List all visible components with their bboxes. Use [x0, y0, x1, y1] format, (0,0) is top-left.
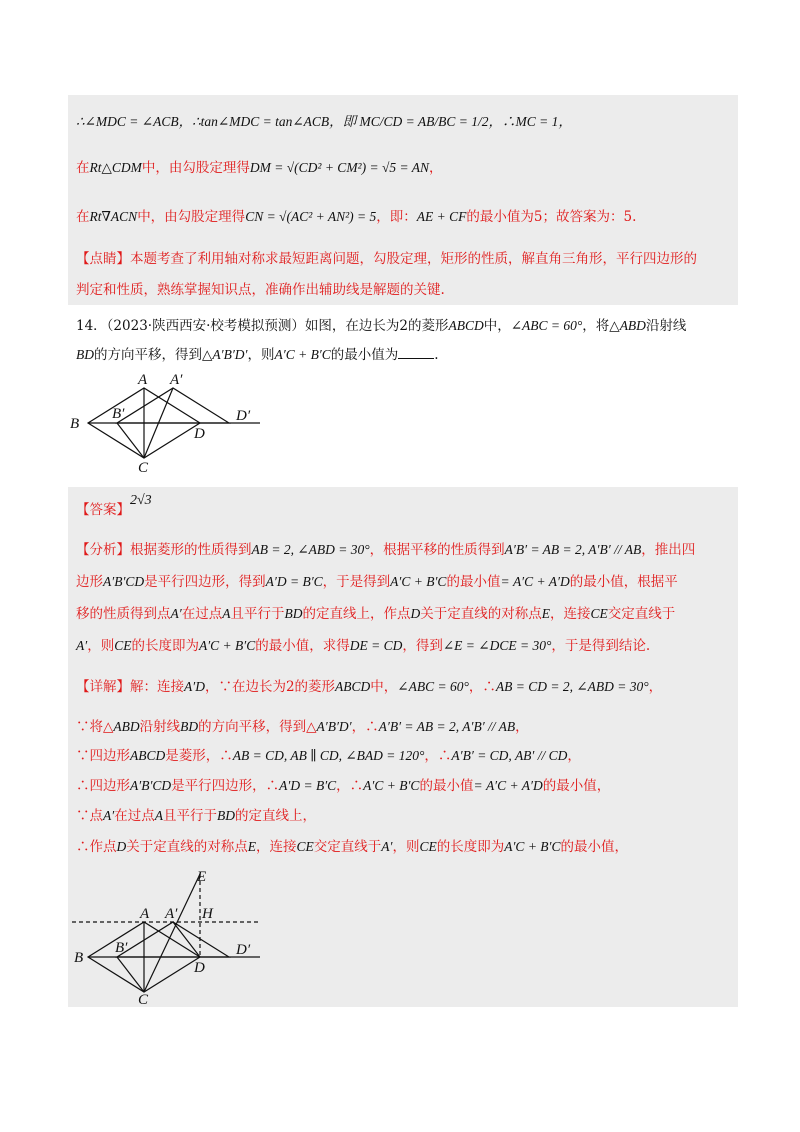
- math-expression: A′B′CD: [103, 574, 145, 589]
- label-d: D: [194, 960, 205, 976]
- label-c: C: [138, 992, 149, 1006]
- text: 沿射线: [139, 719, 181, 735]
- math-expression: AB = CD, AB ∥ CD, ∠BAD = 120°: [232, 748, 425, 763]
- text: 的最小值为5；故答案为：5.: [466, 209, 637, 225]
- math-expression: A′B′D′: [212, 347, 248, 362]
- math-expression: BD: [180, 719, 199, 734]
- math-expression: E: [247, 839, 256, 854]
- math-expression: CE: [590, 606, 608, 621]
- math-expression: A′C + B′C: [363, 778, 420, 793]
- text: 的定直线上，作点: [302, 606, 411, 622]
- label-a-prime: A′: [170, 372, 183, 388]
- text: 中，: [370, 679, 398, 695]
- text: ∴四边形: [76, 778, 130, 794]
- segment-b2c: [117, 423, 144, 458]
- text: ，则: [87, 638, 115, 654]
- label-a: A: [138, 372, 148, 388]
- text: 的最小值，: [560, 839, 629, 855]
- math-expression: DE = CD: [349, 638, 403, 653]
- text: ，即：: [376, 209, 417, 225]
- text: 且平行于: [162, 808, 217, 824]
- text: 在过点: [114, 808, 155, 824]
- text: ，根据平移的性质得到: [369, 542, 505, 558]
- text: ，连接: [256, 839, 297, 855]
- math-expression: A: [154, 808, 163, 823]
- math-expression: AB = CD = 2, ∠ABD = 30°: [495, 679, 649, 694]
- text: ，推出四: [641, 542, 696, 558]
- math-expression: A′B′D′: [316, 719, 352, 734]
- analysis-line: [76, 604, 675, 624]
- detail-line: [76, 746, 581, 766]
- text: 在: [76, 160, 90, 176]
- text: ，∴: [468, 679, 496, 695]
- text: ，: [567, 748, 581, 764]
- text: 的方向平移，得到△: [94, 347, 213, 363]
- segment-b2c: [117, 957, 144, 992]
- text: 的最小值为: [330, 347, 399, 363]
- text-line: [76, 158, 443, 178]
- text: 交定直线于: [313, 839, 382, 855]
- label-a: A: [140, 906, 150, 922]
- note-line: 【点睛】本题考查了利用轴对称求最短距离问题，勾股定理，矩形的性质，解直角三角形，平行四边形的: [76, 251, 697, 267]
- label-b: B: [70, 416, 80, 432]
- math-expression: BD: [284, 606, 303, 621]
- text: 的最小值，: [542, 778, 611, 794]
- math-expression: ∠ABC = 60°: [510, 318, 583, 333]
- text: 交定直线于: [607, 606, 676, 622]
- text: ，∴: [336, 778, 364, 794]
- answer-blank: [398, 344, 434, 359]
- math-expression: ∠E = ∠DCE = 30°: [442, 638, 552, 653]
- text: 关于定直线的对称点: [420, 606, 542, 622]
- text: ∵四边形: [76, 748, 130, 764]
- math-expression: CE: [419, 839, 437, 854]
- math-expression: A′B′ = CD, AB′ // CD: [451, 748, 568, 763]
- text: ，于是得到结论.: [551, 638, 651, 654]
- math-expression: A′D: [184, 679, 205, 694]
- label-e: E: [197, 869, 207, 885]
- text: ∵点: [76, 808, 103, 824]
- math-expression: E: [541, 606, 550, 621]
- math-expression: A′C + B′C: [390, 574, 447, 589]
- label-d-prime: D′: [236, 408, 251, 424]
- text: 的最小值，求得: [255, 638, 350, 654]
- math-expression: A′B′ = AB = 2, A′B′ // AB: [504, 542, 642, 557]
- text: ∵将△: [76, 719, 114, 735]
- math-expression: AE + CF: [416, 209, 467, 224]
- analysis-line: [76, 636, 650, 656]
- math-expression: Rt∇ACN: [89, 209, 138, 224]
- text: 的方向平移，得到△: [198, 719, 317, 735]
- math-expression: ABCD: [335, 679, 371, 694]
- label-b-prime: B′: [115, 940, 128, 956]
- text-line: [76, 112, 572, 132]
- rhombus-figure-question: [60, 366, 280, 478]
- note-line: 判定和性质，熟练掌握知识点，准确作出辅助线是解题的关键.: [76, 282, 445, 298]
- math-expression: BD: [76, 347, 94, 362]
- math-expression: CN = √(AC² + AN²) = 5: [245, 209, 377, 224]
- text: ，连接: [549, 606, 591, 622]
- text: 在: [76, 209, 90, 225]
- math-expression: A′: [170, 606, 182, 621]
- math-expression: A′C + B′C: [274, 347, 331, 362]
- text: 是菱形，∴: [165, 748, 233, 764]
- text: 是平行四边形，∴: [171, 778, 280, 794]
- text: ，则: [392, 839, 420, 855]
- text: ，则: [247, 347, 275, 363]
- math-expression: Rt△CDM: [89, 160, 142, 175]
- text: 且平行于: [230, 606, 285, 622]
- text-line: [76, 207, 636, 227]
- math-expression: D: [116, 839, 127, 854]
- math-expression: BD: [216, 808, 235, 823]
- math-expression: A′C + B′C: [198, 638, 256, 653]
- text: ，: [429, 160, 443, 176]
- label-h: H: [202, 906, 213, 922]
- math-expression: = A′C + A′D: [500, 574, 570, 589]
- math-expression: D: [410, 606, 421, 621]
- text: 移的性质得到点: [76, 606, 171, 622]
- detail-line: [76, 837, 628, 857]
- math-expression: A′C + B′C: [504, 839, 561, 854]
- text: 是平行四边形，得到: [144, 574, 266, 590]
- math-expression: A: [222, 606, 231, 621]
- text: ，∴: [424, 748, 452, 764]
- text: ∴作点: [76, 839, 117, 855]
- math-expression: A′B′ = AB = 2, A′B′ // AB: [378, 719, 516, 734]
- detail-line: [76, 776, 610, 796]
- text: 中，由勾股定理得: [137, 209, 246, 225]
- text: ，: [515, 719, 529, 735]
- rhombus-figure-solution: [60, 866, 280, 1006]
- analysis-line: [76, 572, 678, 592]
- math-expression: = A′C + A′D: [473, 778, 543, 793]
- label-b-prime: B′: [112, 406, 125, 422]
- math-expression: ∴∠MDC = ∠ACB，∴tan∠MDC = tan∠ACB，即 MC/CD = AB/BC = 1/2，∴MC = 1，: [76, 114, 572, 129]
- detail-line: [76, 677, 662, 697]
- math-expression: ABD: [619, 318, 646, 333]
- text: ，: [648, 679, 663, 695]
- math-expression: CE: [296, 839, 314, 854]
- text: 关于定直线的对称点: [126, 839, 248, 855]
- text: 【详解】解：连接: [76, 679, 184, 695]
- math-expression: DM = √(CD² + CM²) = √5 = AN: [249, 160, 429, 175]
- detail-line: [76, 806, 316, 826]
- text: 中，: [483, 318, 511, 334]
- math-expression: A′D = B′C: [279, 778, 337, 793]
- text: ，将△: [582, 318, 620, 334]
- text: 的定直线上，: [234, 808, 316, 824]
- label-b: B: [74, 950, 84, 966]
- text: 边形: [76, 574, 103, 590]
- math-expression: ABCD: [130, 748, 166, 763]
- answer-label: 【答案】: [76, 502, 130, 518]
- text: 14．（2023·陕西西安·校考模拟预测）如图，在边长为2的菱形: [76, 318, 449, 334]
- math-expression: A′: [103, 808, 115, 823]
- detail-line: [76, 717, 529, 737]
- text: .: [434, 347, 439, 363]
- text: ，得到: [402, 638, 443, 654]
- label-d-prime: D′: [236, 942, 251, 958]
- math-expression: A′D = B′C: [265, 574, 323, 589]
- math-expression: A′B′CD: [130, 778, 172, 793]
- math-expression: A′: [381, 839, 393, 854]
- label-d: D: [194, 426, 205, 442]
- text: 的最小值: [419, 778, 474, 794]
- text: ，∵在边长为2的菱形: [204, 679, 336, 695]
- answer-value: [130, 489, 152, 509]
- question-line: [76, 316, 686, 336]
- text: ，于是得到: [322, 574, 391, 590]
- text: 的最小值，根据平: [569, 574, 678, 590]
- text: 沿射线: [645, 318, 687, 334]
- text: 在过点: [181, 606, 223, 622]
- math-expression: A′: [76, 638, 88, 653]
- math-expression: ABD: [113, 719, 140, 734]
- label-a-prime: A′: [165, 906, 178, 922]
- math-expression: ABCD: [448, 318, 484, 333]
- text: 的最小值: [446, 574, 501, 590]
- math-expression: 2√3: [130, 493, 152, 508]
- text: 的长度即为: [131, 638, 199, 654]
- analysis-line: [76, 540, 695, 560]
- question-line: [76, 344, 439, 365]
- text: ，∴: [351, 719, 379, 735]
- label-c: C: [138, 460, 149, 476]
- segment-a2d: [173, 922, 200, 957]
- math-expression: CE: [114, 638, 132, 653]
- answer-line: [76, 500, 130, 520]
- text: 中，由勾股定理得: [141, 160, 250, 176]
- text: 【分析】根据菱形的性质得到: [76, 542, 252, 558]
- math-expression: AB = 2, ∠ABD = 30°: [251, 542, 370, 557]
- math-expression: ∠ABC = 60°: [397, 679, 469, 694]
- text: 的长度即为: [436, 839, 505, 855]
